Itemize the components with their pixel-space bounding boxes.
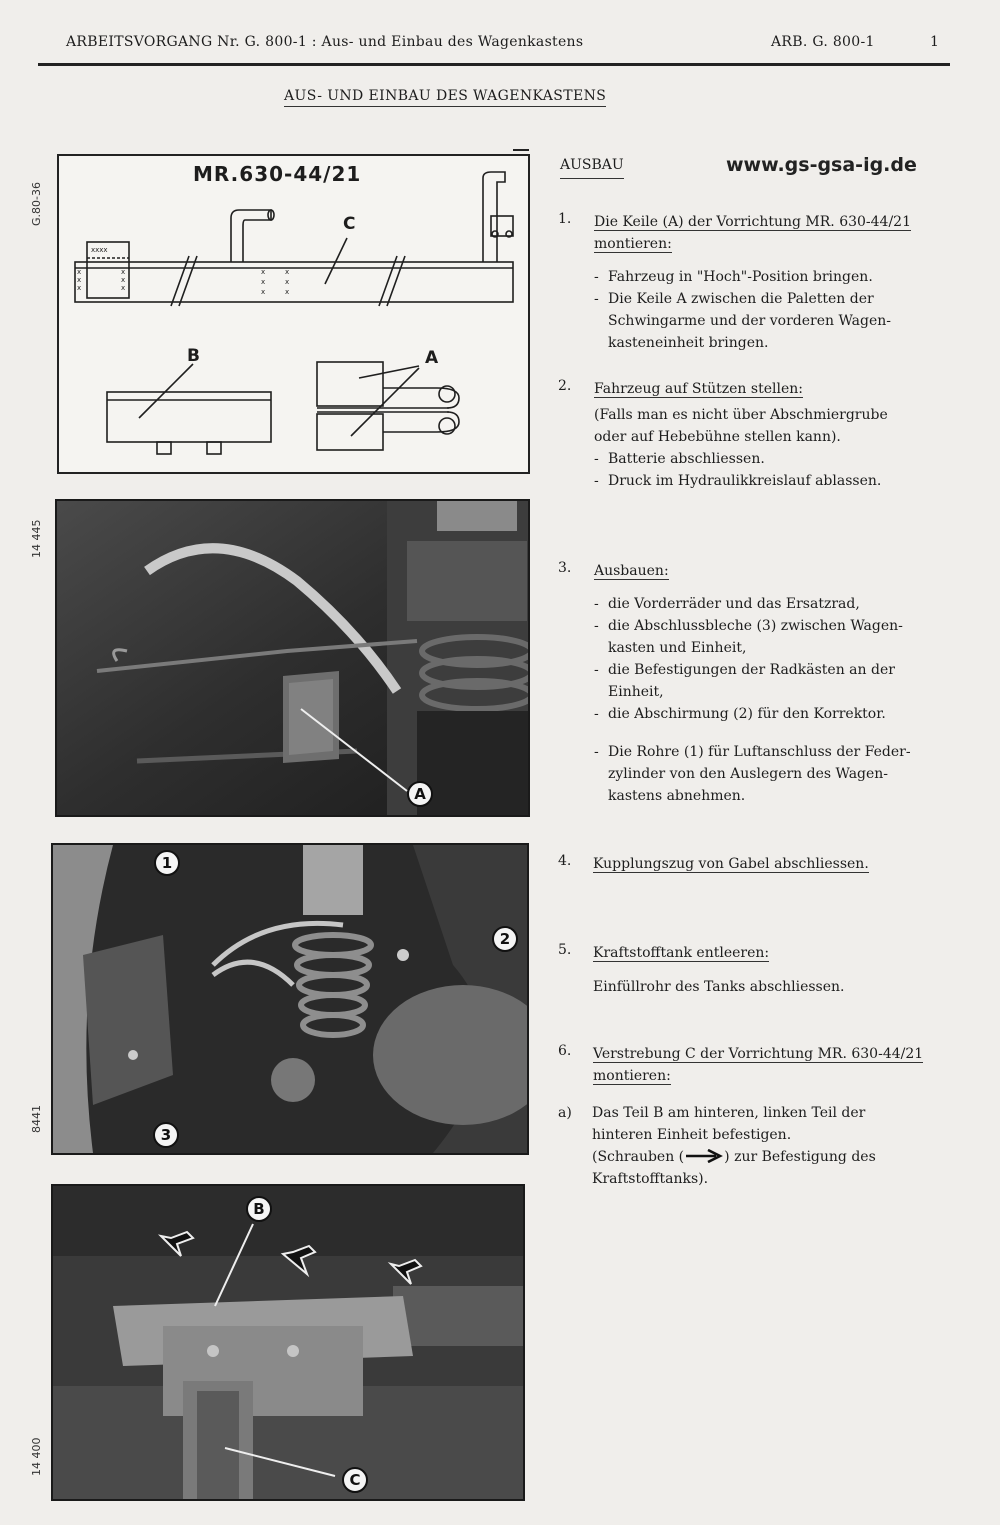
step-5-text: Einfüllrohr des Tanks abschliessen. [593,979,845,995]
header-title: ARBEITSVORGANG Nr. G. 800-1 : Aus- und Einbau des Wagenkastens [66,34,584,50]
diagram-label-b: B [187,346,200,366]
svg-text:x: x [77,268,82,276]
list-item: - die Abschlussbleche (3) zwischen Wagen-kasten und Einheit, [594,615,929,659]
step-2-note: (Falls man es nicht über Abschmiergrube oder auf Hebebühne stellen kann). [594,407,888,445]
step-2-title [594,378,803,400]
callout-c: C [342,1467,368,1493]
svg-text:x: x [77,276,82,284]
step-6-title-line2: montieren: [593,1068,671,1084]
svg-text:x: x [121,276,126,284]
list-item: - Fahrzeug in "Hoch"-Position bringen. [594,266,939,288]
tool-diagram-drawing [59,156,528,472]
svg-text:x: x [261,268,266,276]
svg-text:x: x [77,284,82,292]
step-6-title-line1: Verstrebung C der Vorrichtung MR. 630-44/21 [593,1046,924,1062]
svg-text:x: x [261,288,266,296]
svg-text:x: x [285,278,290,286]
svg-text:x: x [121,284,126,292]
arrow-right-icon [684,1149,724,1163]
page-number: 1 [930,34,940,50]
side-code-photo1: 14 445 [30,519,43,558]
list-item: - Die Keile A zwischen die Paletten der Schwingarme und der vorderen Wagen-kasteneinheit bringen. [594,288,939,354]
list-item: - Batterie abschliessen. [594,448,924,470]
step-5-number: 5. [558,942,572,958]
photo-suspension [51,843,529,1155]
tool-diagram [57,154,530,474]
step-4-number: 4. [558,853,572,869]
step-1-title [594,211,944,255]
step-6-sub-line3b: ) zur Befestigung des [724,1149,876,1165]
step-1-number: 1. [558,211,572,227]
side-code-diagram: G.80-36 [30,182,43,226]
step-3-list [594,593,929,725]
step-1-title-line2: montieren: [594,236,672,252]
list-item: - die Befestigungen der Radkästen an der Einheit, [594,659,929,703]
step-6-sub-text [592,1102,942,1190]
step-3-title [594,560,669,582]
step-6-sub-label: a) [558,1105,572,1121]
callout-3: 3 [153,1122,179,1148]
svg-text:xxxx: xxxx [91,246,108,254]
side-code-photo3: 14 400 [30,1437,43,1476]
callout-b: B [246,1196,272,1222]
step-3-list-2 [594,741,929,807]
photo-wedge-image [57,501,528,815]
step-6-sub-line4: Kraftstofftanks). [592,1171,709,1187]
step-2-title-text: Fahrzeug auf Stützen stellen: [594,381,803,397]
header-rule [38,63,950,66]
list-item: - die Abschirmung (2) für den Korrektor. [594,703,929,725]
callout-a: A [407,781,433,807]
step-2-number: 2. [558,378,572,394]
step-5-title [593,942,769,964]
tool-label: MR.630-44/21 [193,162,362,186]
header-ref: ARB. G. 800-1 [771,34,875,50]
svg-text:x: x [261,278,266,286]
step-6-sub-line2: hinteren Einheit befestigen. [592,1127,792,1143]
svg-text:x: x [285,268,290,276]
website-watermark: www.gs-gsa-ig.de [726,154,917,176]
callout-1: 1 [154,850,180,876]
diagram-label-a: A [425,348,439,368]
step-6-sub-line3a: (Schrauben ( [592,1149,685,1165]
svg-text:x: x [285,288,290,296]
list-item: - Die Rohre (1) für Luftanschluss der Feder-zylinder von den Auslegern des Wagen-kastens abnehmen. [594,741,929,807]
diagram-label-c: C [343,214,356,234]
step-1-title-line1: Die Keile (A) der Vorrichtung MR. 630-44/21 [594,214,911,230]
step-6-sub-line1: Das Teil B am hinteren, linken Teil der [592,1105,866,1121]
side-code-photo2: 8441 [30,1105,43,1133]
step-5-title-text: Kraftstofftank entleeren: [593,945,770,961]
callout-2: 2 [492,926,518,952]
step-4-title [593,853,869,875]
photo-wedge [55,499,530,817]
step-2-list [594,448,924,492]
step-4-title-text: Kupplungszug von Gabel abschliessen. [593,856,869,872]
section-ausbau: AUSBAU [560,154,624,179]
step-6-number: 6. [558,1043,572,1059]
page-title: AUS- UND EINBAU DES WAGENKASTENS [284,88,606,107]
photo-strut-image [53,1186,523,1499]
step-6-title [593,1043,948,1087]
step-3-number: 3. [558,560,572,576]
list-item: - Druck im Hydraulikkreislauf ablassen. [594,470,924,492]
diagram-mark [513,149,529,151]
step-3-title-text: Ausbauen: [594,563,669,579]
svg-text:x: x [121,268,126,276]
list-item: - die Vorderräder und das Ersatzrad, [594,593,929,615]
photo-strut [51,1184,525,1501]
step-1-list [594,266,939,354]
photo-suspension-image [53,845,527,1153]
